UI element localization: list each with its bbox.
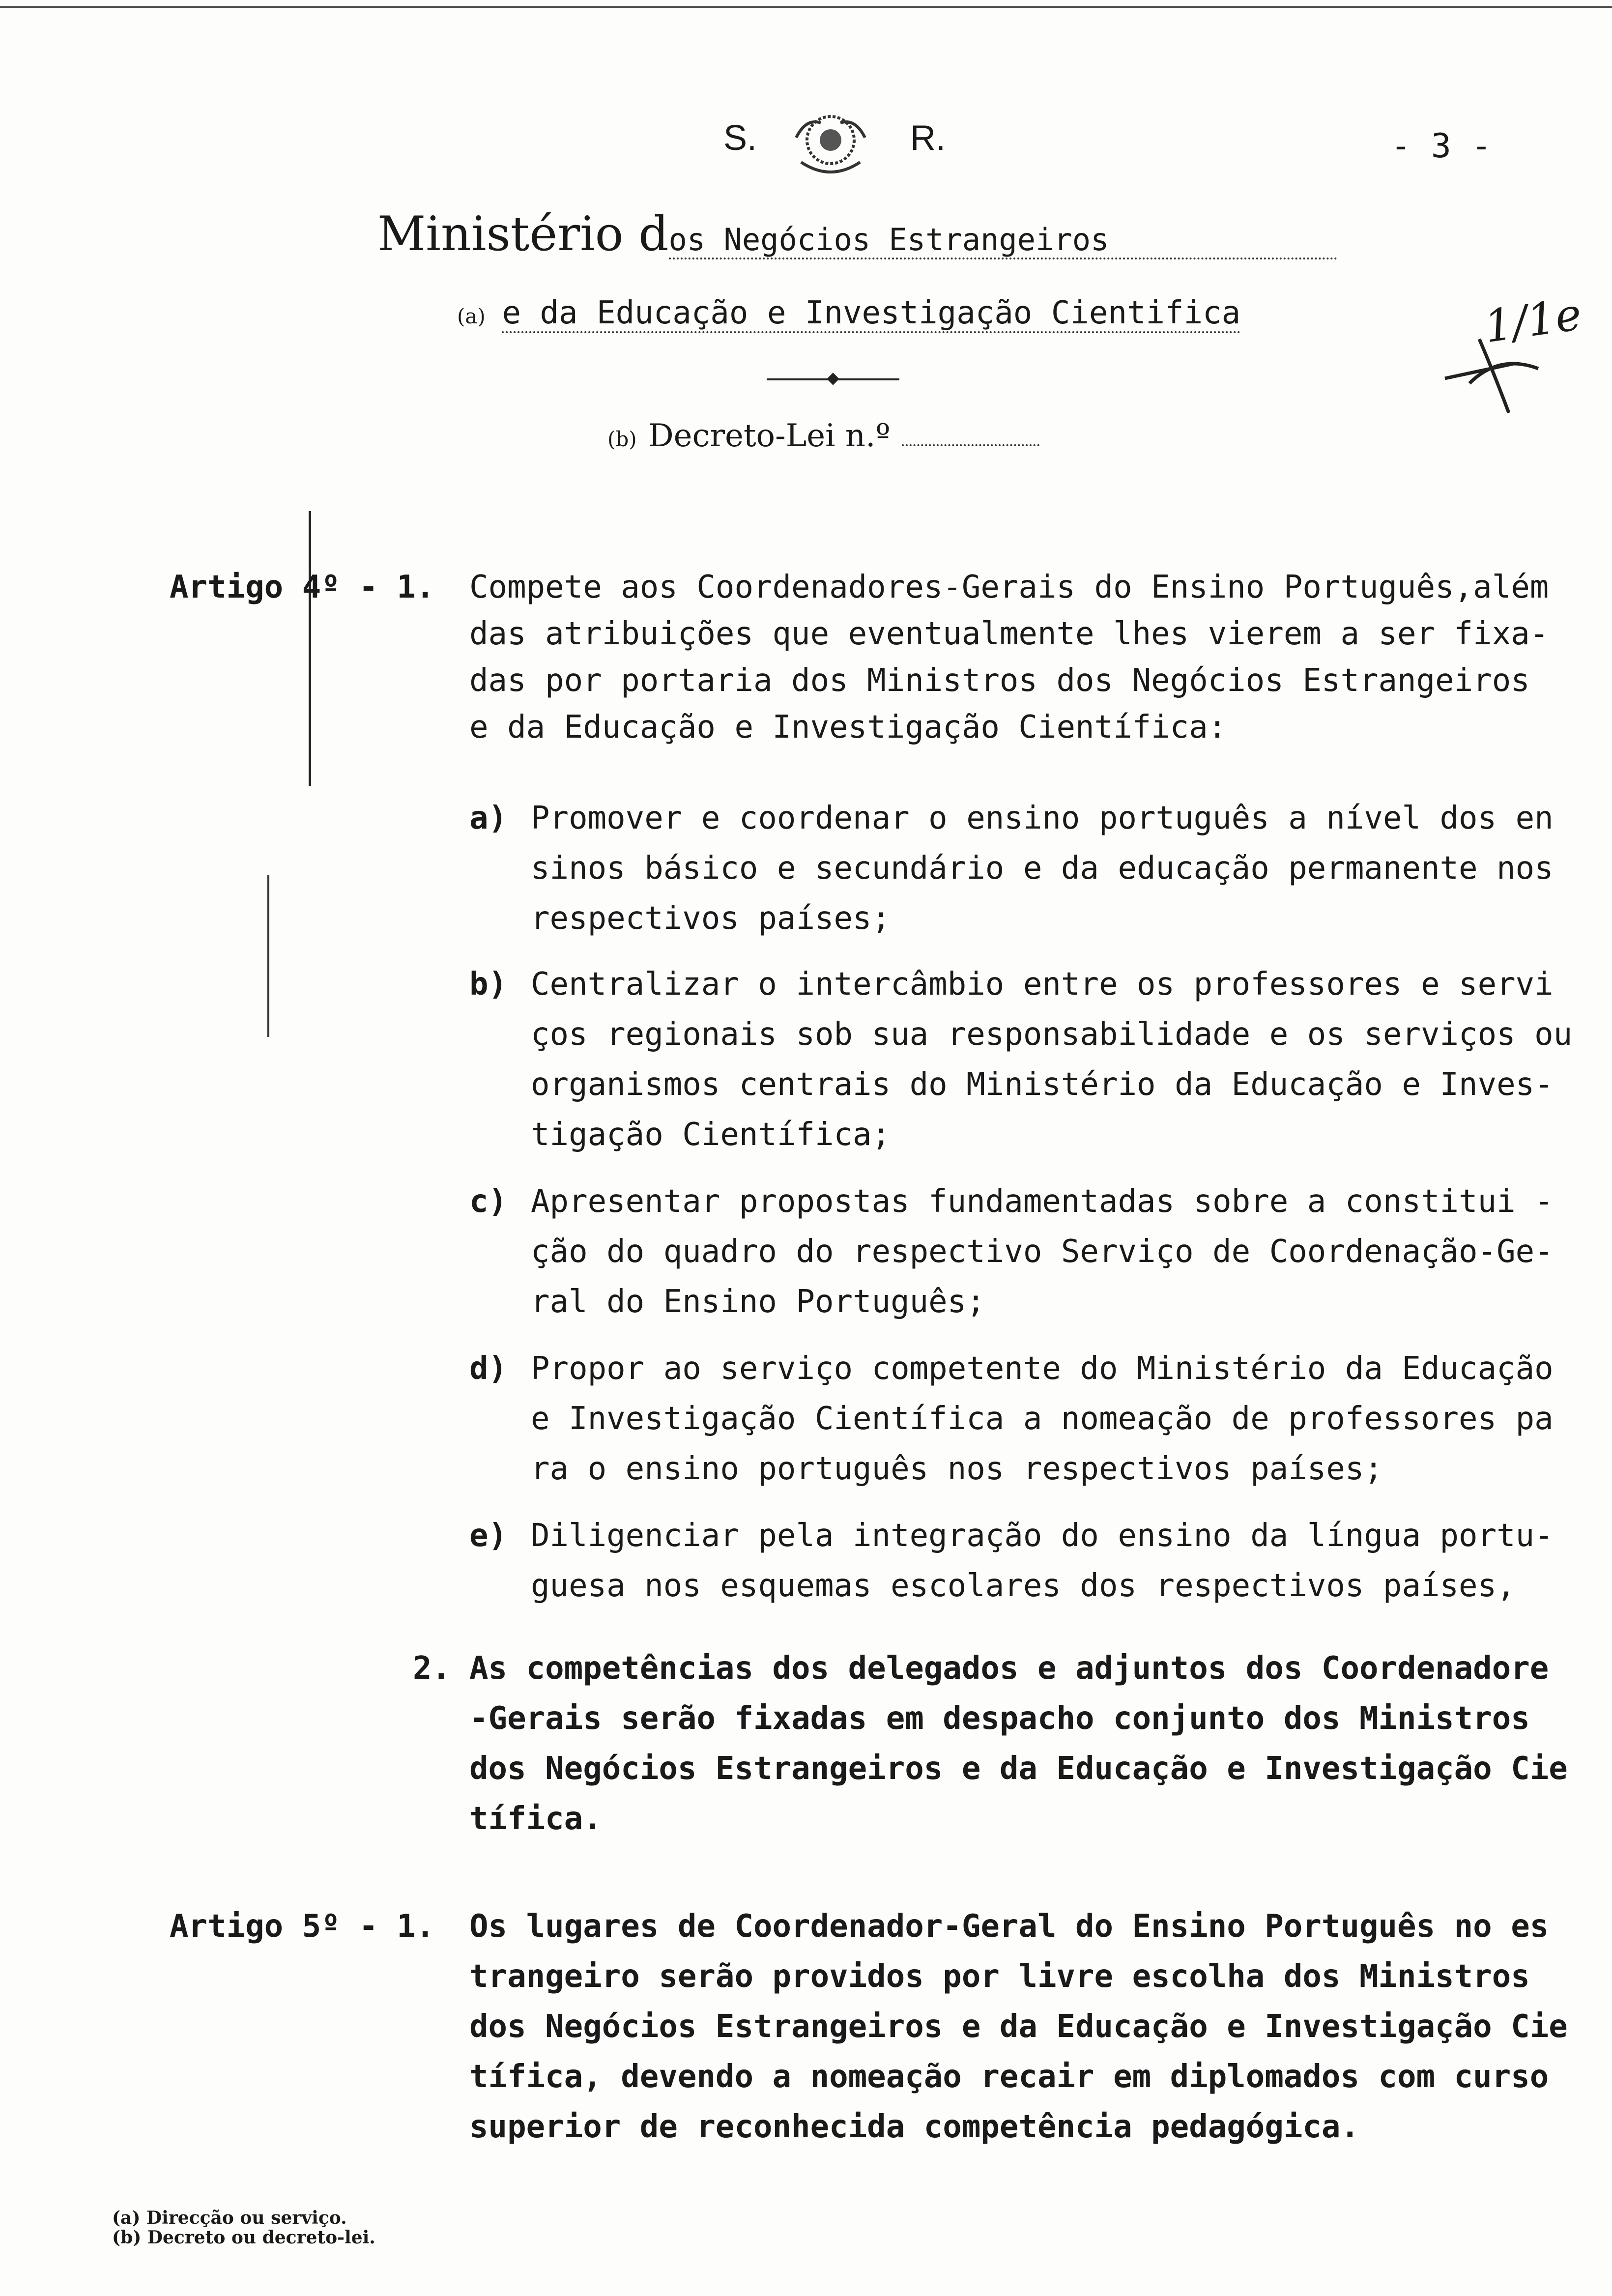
article4-intro-3: das por portaria dos Ministros dos Negócios Estrangeiros (469, 662, 1530, 699)
article5-heading: Artigo 5º - 1. (170, 1908, 435, 1945)
item-b-line-2: ços regionais sob sua responsabilidade e os serviços ou (531, 1016, 1573, 1053)
para2-line-4: tífica. (469, 1801, 602, 1837)
item-b-line-1: Centralizar o intercâmbio entre os professores e servi (531, 966, 1554, 1003)
article4-intro-4: e da Educação e Investigação Científica: (469, 709, 1227, 746)
note-b-marker: (b) (607, 427, 637, 451)
decree-label: Decreto-Lei n.º (648, 418, 891, 454)
decree-number-blank (902, 425, 1039, 446)
article5-line-3: dos Negócios Estrangeiros e da Educação e Investigação Cie (469, 2009, 1568, 2045)
para2-marker: 2. (413, 1650, 451, 1687)
decree-line (607, 418, 1039, 454)
para2-line-1: As competências dos delegados e adjuntos dos Coordenadore (469, 1650, 1549, 1687)
article5-line-4: tífica, devendo a nomeação recair em diplomados com curso (469, 2059, 1549, 2095)
ministry-fill: os Negócios Estrangeiros (669, 222, 1337, 259)
ministry-second: e da Educação e Investigação Cientifica (502, 295, 1240, 333)
item-b-line-4: tigação Científica; (531, 1117, 891, 1153)
item-d-line-3: ra o ensino português nos respectivos países; (531, 1451, 1383, 1487)
ministry-second-line (457, 295, 1240, 333)
margin-bar (309, 511, 311, 786)
coat-of-arms-icon (786, 103, 875, 182)
item-c-line-3: ral do Ensino Português; (531, 1284, 985, 1320)
item-a-line-1: Promover e coordenar o ensino português a nível dos en (531, 800, 1554, 836)
article5-line-1: Os lugares de Coordenador-Geral do Ensino Português no es (469, 1908, 1549, 1945)
item-a-line-2: sinos básico e secundário e da educação permanente nos (531, 850, 1554, 887)
ministry-prefix: Ministério d (377, 206, 669, 261)
item-c-line-1: Apresentar propostas fundamentadas sobre a constitui - (531, 1183, 1554, 1220)
header-s: S. (723, 118, 757, 158)
article5-line-5: superior de reconhecida competência pedagógica. (469, 2109, 1359, 2145)
page-number: - 3 - (1391, 127, 1492, 166)
footnote-b: (b) Decreto ou decreto-lei. (112, 2227, 375, 2248)
para2-line-3: dos Negócios Estrangeiros e da Educação e Investigação Cie (469, 1751, 1568, 1787)
item-e-marker: e) (469, 1518, 508, 1554)
item-a-line-3: respectivos países; (531, 900, 891, 937)
article4-intro-1: Compete aos Coordenadores-Gerais do Ensino Português,além (469, 569, 1549, 605)
item-c-marker: c) (469, 1183, 508, 1220)
item-b-marker: b) (469, 966, 508, 1003)
margin-bar-lower (267, 875, 269, 1037)
footnote-a: (a) Direcção ou serviço. (112, 2208, 347, 2228)
handwritten-mark (1440, 285, 1587, 418)
item-d-line-2: e Investigação Científica a nomeação de professores pa (531, 1401, 1554, 1437)
top-border-line (0, 6, 1612, 8)
item-c-line-2: ção do quadro do respectivo Serviço de Coordenação-Ge- (531, 1234, 1554, 1270)
ministry-line (377, 206, 1337, 261)
handwritten-text: 1/1e (1481, 288, 1585, 353)
item-a-marker: a) (469, 800, 508, 836)
item-d-line-1: Propor ao serviço competente do Ministério da Educação (531, 1350, 1554, 1387)
item-e-line-2: guesa nos esquemas escolares dos respectivos países, (531, 1568, 1516, 1604)
divider-diamond-icon (827, 373, 839, 385)
header-r: R. (910, 118, 946, 158)
item-b-line-3: organismos centrais do Ministério da Educação e Inves- (531, 1066, 1554, 1103)
para2-line-2: -Gerais serão fixadas em despacho conjunto dos Ministros (469, 1700, 1530, 1737)
item-e-line-1: Diligenciar pela integração do ensino da língua portu- (531, 1518, 1554, 1554)
note-a-marker: (a) (457, 304, 486, 328)
article4-intro-2: das atribuições que eventualmente lhes vierem a ser fixa- (469, 616, 1549, 652)
item-d-marker: d) (469, 1350, 508, 1387)
article4-heading: Artigo 4º - 1. (170, 569, 435, 605)
article5-line-2: trangeiro serão providos por livre escolha dos Ministros (469, 1958, 1530, 1995)
